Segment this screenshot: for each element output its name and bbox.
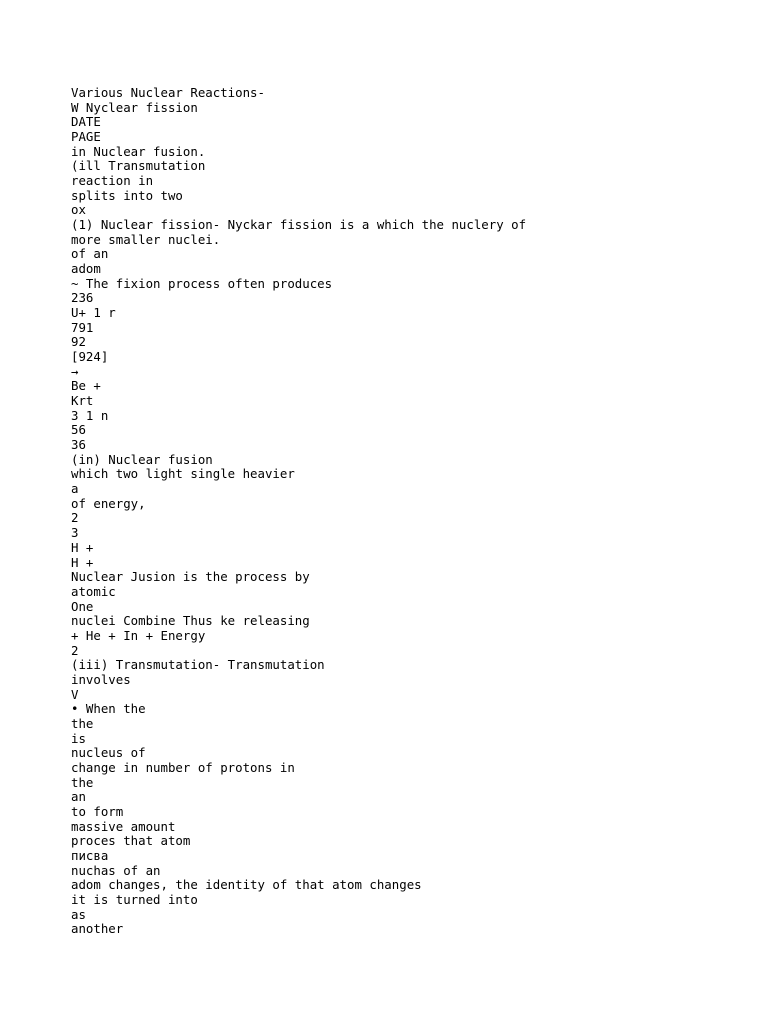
text-line: PAGE [71, 129, 101, 145]
text-line: 3 [71, 525, 79, 541]
text-line: → [71, 363, 79, 379]
text-line: nuchas of an [71, 862, 161, 878]
text-line: which two light single heavier [71, 466, 295, 482]
text-line: (in) Nuclear fusion [71, 451, 213, 467]
text-line: is [71, 730, 86, 746]
text-line: ~ The fixion process often produces [71, 275, 333, 291]
text-line: Krt [71, 393, 94, 409]
text-line: change in number of protons in [71, 759, 295, 775]
text-line: (1) Nuclear fission- Nyckar fission is a which the nuclery of [71, 217, 527, 233]
text-line: adom [71, 261, 101, 277]
text-line: an [71, 789, 86, 805]
text-line: the [71, 715, 94, 731]
text-line: (iii) Transmutation- Transmutation [71, 657, 325, 673]
text-line: 3 1 n [71, 407, 109, 423]
text-line: ox [71, 202, 86, 218]
text-line: 56 [71, 422, 86, 438]
text-line: nucleus of [71, 745, 146, 761]
text-line: splits into two [71, 187, 183, 203]
text-line: • When the [71, 701, 146, 717]
text-line: 2 [71, 642, 79, 658]
text-line: involves [71, 671, 131, 687]
text-line: of an [71, 246, 109, 262]
text-line: reaction in [71, 173, 154, 189]
text-line: писва [71, 847, 109, 863]
text-line: Nuclear Jusion is the process by [71, 569, 310, 585]
text-line: massive amount [71, 818, 176, 834]
text-line: Be + [71, 378, 101, 394]
text-line: 236 [71, 290, 94, 306]
text-line: a [71, 481, 79, 497]
text-line: 36 [71, 437, 86, 453]
text-line: 2 [71, 510, 79, 526]
text-line: U+ 1 r [71, 305, 116, 321]
text-line: it is turned into [71, 891, 198, 907]
text-line: nuclei Combine Thus ke releasing [71, 613, 310, 629]
text-line: Various Nuclear Reactions- [71, 85, 265, 100]
text-line: as [71, 906, 86, 922]
text-line: H + [71, 539, 94, 555]
text-line: H + [71, 554, 94, 570]
text-line: adom changes, the identity of that atom changes [71, 877, 422, 893]
text-line: (ill Transmutation [71, 158, 206, 174]
text-line: V [71, 686, 79, 702]
text-line: atomic [71, 583, 116, 599]
text-line: more smaller nuclei. [71, 231, 221, 247]
text-line: One [71, 598, 94, 614]
text-line: to form [71, 803, 124, 819]
text-line: DATE [71, 114, 101, 130]
text-line: W Nyclear fission [71, 99, 198, 115]
text-content [71, 86, 751, 937]
text-line: another [71, 921, 124, 937]
text-line: the [71, 774, 94, 790]
text-line: [924] [71, 349, 109, 365]
text-line: + He + In + Energy [71, 627, 206, 643]
text-line: proces that atom [71, 833, 191, 849]
text-line: of energy, [71, 495, 146, 511]
text-line: 791 [71, 319, 94, 335]
text-line: in Nuclear fusion. [71, 143, 206, 159]
text-line: 92 [71, 334, 86, 350]
